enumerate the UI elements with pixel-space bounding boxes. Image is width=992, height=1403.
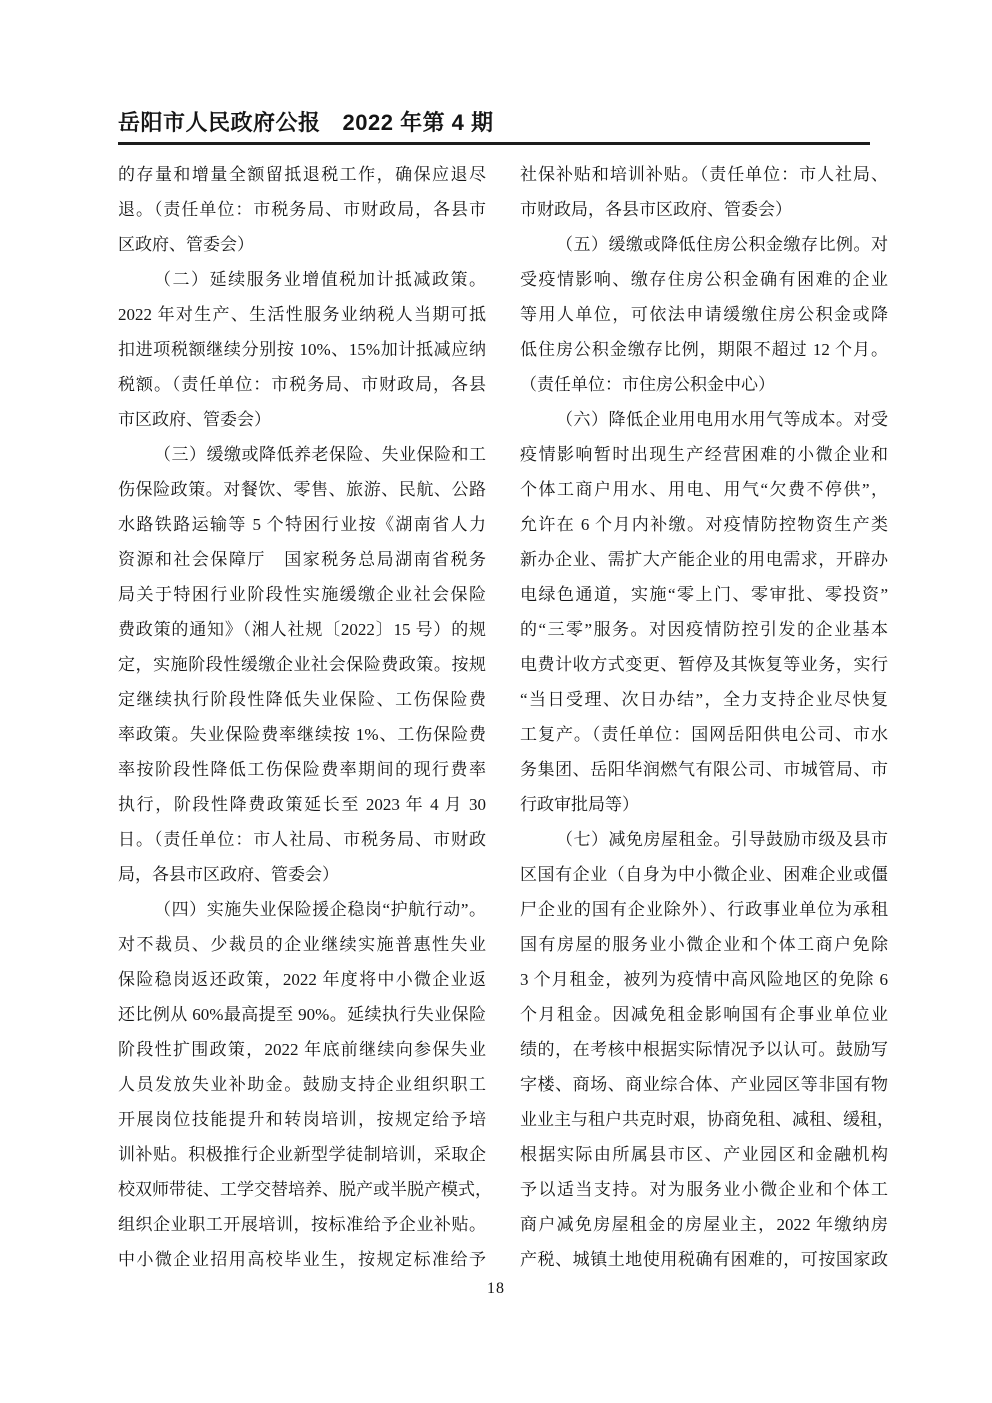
text-line: （六）降低企业用电用水用气等成本。对受: [556, 410, 888, 429]
text-line: 校双师带徒、工学交替培养、脱产或半脱产模式，: [118, 1180, 492, 1199]
header-line: [118, 108, 888, 138]
page-number: 18: [487, 1280, 505, 1297]
text-line: 区政府、管委会）: [118, 235, 254, 254]
text-line: 个体工商户用水、用电、用气“欠费不停供”，: [520, 480, 888, 499]
text-line: （四）实施失业保险援企稳岗“护航行动”。: [154, 900, 486, 919]
column-left: [118, 157, 492, 1277]
text-line: 组织企业职工开展培训，按标准给予企业补贴。: [118, 1215, 486, 1234]
text-line: 还比例从 60%最高提至 90%。延续执行失业保险: [118, 1005, 486, 1024]
text-line: “当日受理、次日办结”，全力支持企业尽快复: [520, 690, 888, 709]
text-line: 绩的，在考核中根据实际情况予以认可。鼓励写: [520, 1040, 888, 1059]
text-line: 国有房屋的服务业小微企业和个体工商户免除: [520, 935, 888, 954]
text-line: 产税、城镇土地使用税确有困难的，可按国家政: [520, 1250, 888, 1269]
gazette-title: 岳阳市人民政府公报: [118, 110, 321, 135]
text-line: 电费计收方式变更、暂停及其恢复等业务，实行: [520, 655, 888, 674]
text-line: 费政策的通知》（湘人社规〔2022〕15 号）的规: [118, 620, 486, 639]
text-line: 的“三零”服务。对因疫情防控引发的企业基本: [520, 620, 888, 639]
text-line: 电绿色通道，实施“零上门、零审批、零投资”: [520, 585, 888, 604]
issue-label: 2022 年第 4 期: [342, 110, 494, 135]
text-line: 局关于特困行业阶段性实施缓缴企业社会保险: [118, 585, 486, 604]
text-line: 市财政局，各县市区政府、管委会）: [520, 200, 792, 219]
text-line: 率按阶段性降低工伤保险费率期间的现行费率: [118, 760, 486, 779]
text-line: 对不裁员、少裁员的企业继续实施普惠性失业: [118, 935, 486, 954]
text-line: 3 个月租金，被列为疫情中高风险地区的免除 6: [520, 970, 888, 989]
text-line: 允许在 6 个月内补缴。对疫情防控物资生产类: [520, 515, 888, 534]
text-line: 新办企业、需扩大产能企业的用电需求，开辟办: [520, 550, 888, 569]
text-line: 率政策。失业保险费率继续按 1%、工伤保险费: [118, 725, 486, 744]
text-line: 务集团、岳阳华润燃气有限公司、市城管局、市: [520, 760, 888, 779]
text-line: 阶段性扩围政策，2022 年底前继续向参保失业: [118, 1040, 486, 1059]
text-line: （责任单位：市住房公积金中心）: [520, 375, 775, 394]
text-line: 2022 年对生产、生活性服务业纳税人当期可抵: [118, 305, 486, 324]
text-line: （二）延续服务业增值税加计抵减政策。: [154, 270, 486, 289]
page-footer: [0, 1280, 992, 1298]
text-line: 市区政府、管委会）: [118, 410, 271, 429]
text-line: （七）减免房屋租金。引导鼓励市级及县市: [556, 830, 888, 849]
text-line: 行政审批局等）: [520, 795, 639, 814]
text-line: 开展岗位技能提升和转岗培训，按规定给予培: [118, 1110, 486, 1129]
text-line: 中小微企业招用高校毕业生，按规定标准给予: [118, 1250, 486, 1269]
page-header: [118, 108, 888, 145]
text-line: 定继续执行阶段性降低失业保险、工伤保险费: [118, 690, 486, 709]
text-line: 的存量和增量全额留抵退税工作，确保应退尽: [118, 165, 486, 184]
text-line: 资源和社会保障厅 国家税务总局湖南省税务: [118, 550, 486, 569]
text-line: （五）缓缴或降低住房公积金缴存比例。对: [556, 235, 888, 254]
text-line: 区国有企业（自身为中小微企业、困难企业或僵: [520, 865, 888, 884]
text-line: 执行，阶段性降费政策延长至 2023 年 4 月 30: [118, 795, 486, 814]
content-columns: [118, 157, 894, 1277]
text-line: 局，各县市区政府、管委会）: [118, 865, 339, 884]
text-line: 业业主与租户共克时艰，协商免租、减租、缓租，: [520, 1110, 894, 1129]
text-line: 保险稳岗返还政策，2022 年度将中小微企业返: [118, 970, 486, 989]
text-line: 等用人单位，可依法申请缓缴住房公积金或降: [520, 305, 888, 324]
text-line: 商户减免房屋租金的房屋业主，2022 年缴纳房: [520, 1215, 888, 1234]
text-line: 社保补贴和培训补贴。（责任单位：市人社局、: [520, 165, 888, 184]
text-line: 疫情影响暂时出现生产经营困难的小微企业和: [520, 445, 888, 464]
text-line: 根据实际由所属县市区、产业园区和金融机构: [520, 1145, 888, 1164]
text-line: 字楼、商场、商业综合体、产业园区等非国有物: [520, 1075, 888, 1094]
text-line: 定，实施阶段性缓缴企业社会保险费政策。按规: [118, 655, 486, 674]
text-line: 人员发放失业补助金。鼓励支持企业组织职工: [118, 1075, 486, 1094]
text-line: 扣进项税额继续分别按 10%、15%加计抵减应纳: [118, 340, 486, 359]
text-line: 税额。（责任单位：市税务局、市财政局，各县: [118, 375, 486, 394]
text-line: 个月租金。因减免租金影响国有企事业单位业: [520, 1005, 888, 1024]
text-line: 尸企业的国有企业除外）、行政事业单位为承租: [520, 900, 888, 919]
text-line: 低住房公积金缴存比例，期限不超过 12 个月。: [520, 340, 888, 359]
text-line: 予以适当支持。对为服务业小微企业和个体工: [520, 1180, 888, 1199]
header-rule: [118, 142, 870, 145]
text-line: 伤保险政策。对餐饮、零售、旅游、民航、公路: [118, 480, 486, 499]
text-line: 日。（责任单位：市人社局、市税务局、市财政: [118, 830, 486, 849]
text-line: 受疫情影响、缴存住房公积金确有困难的企业: [520, 270, 888, 289]
text-line: 训补贴。积极推行企业新型学徒制培训，采取企: [118, 1145, 486, 1164]
text-line: 退。（责任单位：市税务局、市财政局，各县市: [118, 200, 486, 219]
text-line: （三）缓缴或降低养老保险、失业保险和工: [154, 445, 486, 464]
text-line: 工复产。（责任单位：国网岳阳供电公司、市水: [520, 725, 888, 744]
column-right: [520, 157, 894, 1277]
text-line: 水路铁路运输等 5 个特困行业按《湖南省人力: [118, 515, 486, 534]
